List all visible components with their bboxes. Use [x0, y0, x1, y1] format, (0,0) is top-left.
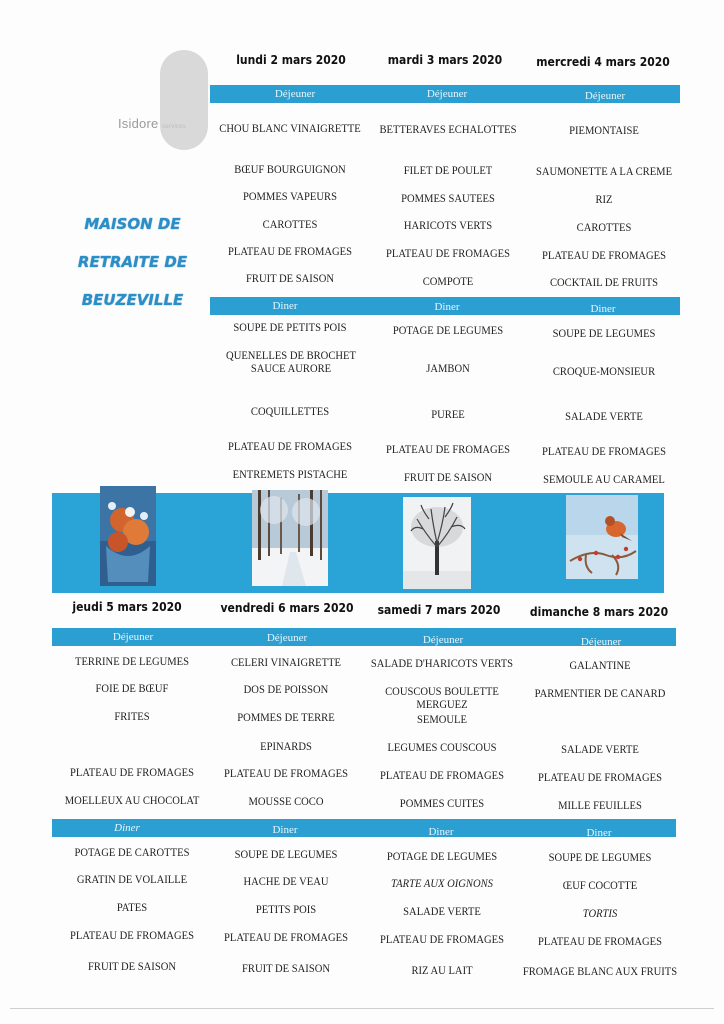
menu-item: SALADE VERTE: [403, 906, 481, 918]
page-divider: [10, 1008, 714, 1009]
menu-item: MOUSSE COCO: [248, 796, 324, 808]
menu-item: TARTE AUX OIGNONS: [391, 878, 493, 890]
menu-item: SOUPE DE PETITS POIS: [233, 322, 347, 334]
menu-item: RIZ AU LAIT: [411, 965, 473, 977]
menu-item: PLATEAU DE FROMAGES: [537, 772, 663, 784]
menu-item: TERRINE DE LEGUMES: [74, 656, 190, 668]
menu-item: PLATEAU DE FROMAGES: [227, 246, 353, 258]
menu-item: HACHE DE VEAU: [243, 876, 329, 888]
menu-item: FILET DE POULET: [403, 165, 493, 177]
dinner-label: Diner: [114, 822, 140, 834]
menu-item: COMPOTE: [422, 276, 474, 288]
home-title-line: MAISON DE: [84, 215, 181, 233]
menu-item: CHOU BLANC VINAIGRETTE: [219, 123, 361, 135]
lunch-label: Déjeuner: [112, 631, 154, 643]
menu-item: LEGUMES COUSCOUS: [387, 742, 497, 754]
menu-item: CROQUE-MONSIEUR: [552, 366, 656, 378]
menu-item: POTAGE DE LEGUMES: [392, 325, 504, 337]
menu-item: PATES: [116, 902, 148, 914]
menu-item: SALADE VERTE: [565, 411, 643, 423]
menu-item: PLATEAU DE FROMAGES: [223, 768, 349, 780]
menu-item: FRUIT DE SAISON: [87, 961, 176, 973]
menu-item: SEMOULE AU CARAMEL: [543, 474, 665, 486]
menu-item: SEMOULE: [417, 714, 467, 726]
menu-item: SOUPE DE LEGUMES: [548, 852, 652, 864]
day-heading: mardi 3 mars 2020: [387, 53, 503, 67]
menu-item: SALADE VERTE: [561, 744, 639, 756]
menu-item: PETITS POIS: [255, 904, 317, 916]
menu-item: PLATEAU DE FROMAGES: [379, 934, 505, 946]
day-heading: vendredi 6 mars 2020: [220, 601, 354, 615]
menu-item: CELERI VINAIGRETTE: [231, 657, 341, 669]
lunch-label: Déjeuner: [422, 634, 464, 646]
home-title-line: BEUZEVILLE: [81, 291, 184, 309]
menu-item: PLATEAU DE FROMAGES: [541, 446, 667, 458]
menu-item: FROMAGE BLANC AUX FRUITS: [522, 966, 678, 978]
menu-item: PLATEAU DE FROMAGES: [223, 932, 349, 944]
lunch-label: Déjeuner: [580, 636, 622, 648]
menu-item: PLATEAU DE FROMAGES: [385, 444, 511, 456]
menu-item: COQUILLETTES: [250, 406, 330, 418]
lunch-label: Déjeuner: [584, 90, 626, 102]
day-heading: lundi 2 mars 2020: [236, 53, 346, 67]
menu-item: COUSCOUS BOULETTE MERGUEZ: [385, 686, 499, 712]
dinner-label: Diner: [272, 300, 298, 312]
day-heading: samedi 7 mars 2020: [377, 603, 501, 617]
dinner-label: Diner: [590, 303, 616, 315]
logo: [118, 116, 186, 131]
menu-item: TORTIS: [582, 908, 618, 920]
day-heading: jeudi 5 mars 2020: [72, 600, 182, 614]
menu-item: FOIE DE BŒUF: [95, 683, 169, 695]
menu-item: PUREE: [431, 409, 465, 421]
menu-item: POMMES DE TERRE: [237, 712, 335, 724]
menu-item: BETTERAVES ECHALOTTES: [379, 124, 517, 136]
menu-item: FRUIT DE SAISON: [245, 273, 334, 285]
lunch-label: Déjeuner: [426, 88, 468, 100]
menu-item: PIEMONTAISE: [569, 125, 639, 137]
menu-item: GRATIN DE VOLAILLE: [76, 874, 188, 886]
menu-item: ENTREMETS PISTACHE: [232, 469, 348, 481]
menu-item: PLATEAU DE FROMAGES: [385, 248, 511, 260]
menu-item: PLATEAU DE FROMAGES: [69, 930, 195, 942]
menu-item: GALANTINE: [569, 660, 631, 672]
menu-item: FRUIT DE SAISON: [241, 963, 330, 975]
dinner-label: Diner: [434, 301, 460, 313]
logo-suffix: services: [162, 124, 186, 130]
home-title: [70, 205, 195, 319]
menu-item: MOELLEUX AU CHOCOLAT: [64, 795, 200, 807]
menu-item: BŒUF BOURGUIGNON: [234, 164, 346, 176]
lunch-label: Déjeuner: [266, 632, 308, 644]
menu-item: FRITES: [114, 711, 150, 723]
menu-item: COCKTAIL DE FRUITS: [549, 277, 659, 289]
logo-circle: [160, 50, 208, 150]
lunch-label: Déjeuner: [274, 88, 316, 100]
menu-item: SOUPE DE LEGUMES: [234, 849, 338, 861]
menu-item: HARICOTS VERTS: [403, 220, 493, 232]
menu-item: SALADE D'HARICOTS VERTS: [370, 658, 514, 670]
menu-item: PLATEAU DE FROMAGES: [541, 250, 667, 262]
home-title-line: RETRAITE DE: [77, 253, 188, 271]
menu-item: POMMES VAPEURS: [242, 191, 337, 203]
menu-item: RIZ: [595, 194, 613, 206]
menu-item: POTAGE DE CAROTTES: [74, 847, 190, 859]
menu-item: POMMES CUITES: [399, 798, 485, 810]
menu-item: POMMES SAUTEES: [401, 193, 495, 205]
menu-item: MILLE FEUILLES: [558, 800, 642, 812]
menu-item: FRUIT DE SAISON: [403, 472, 492, 484]
dinner-label: Diner: [586, 827, 612, 839]
dinner-label: Diner: [428, 826, 454, 838]
snowy-forest-photo: [252, 490, 328, 586]
menu-item: CAROTTES: [576, 222, 632, 234]
winter-fruit-photo: [100, 486, 156, 586]
day-heading: dimanche 8 mars 2020: [529, 605, 669, 619]
menu-item: ŒUF COCOTTE: [562, 880, 638, 892]
day-heading: mercredi 4 mars 2020: [536, 55, 670, 69]
menu-item: QUENELLES DE BROCHET SAUCE AURORE: [226, 350, 356, 376]
menu-item: POTAGE DE LEGUMES: [386, 851, 498, 863]
menu-item: JAMBON: [426, 363, 470, 375]
menu-item: PLATEAU DE FROMAGES: [537, 936, 663, 948]
dinner-label: Diner: [272, 824, 298, 836]
menu-item: PLATEAU DE FROMAGES: [227, 441, 353, 453]
menu-item: PLATEAU DE FROMAGES: [69, 767, 195, 779]
logo-name: Isidore: [118, 116, 159, 131]
menu-item: SAUMONETTE A LA CREME: [535, 166, 673, 178]
menu-item: PARMENTIER DE CANARD: [534, 688, 666, 700]
bird-branch-photo: [566, 495, 638, 579]
menu-item: DOS DE POISSON: [243, 684, 329, 696]
menu-item: PLATEAU DE FROMAGES: [379, 770, 505, 782]
winter-tree-photo: [403, 497, 471, 589]
menu-item: EPINARDS: [260, 741, 312, 753]
menu-item: SOUPE DE LEGUMES: [552, 328, 656, 340]
menu-item: CAROTTES: [262, 219, 318, 231]
